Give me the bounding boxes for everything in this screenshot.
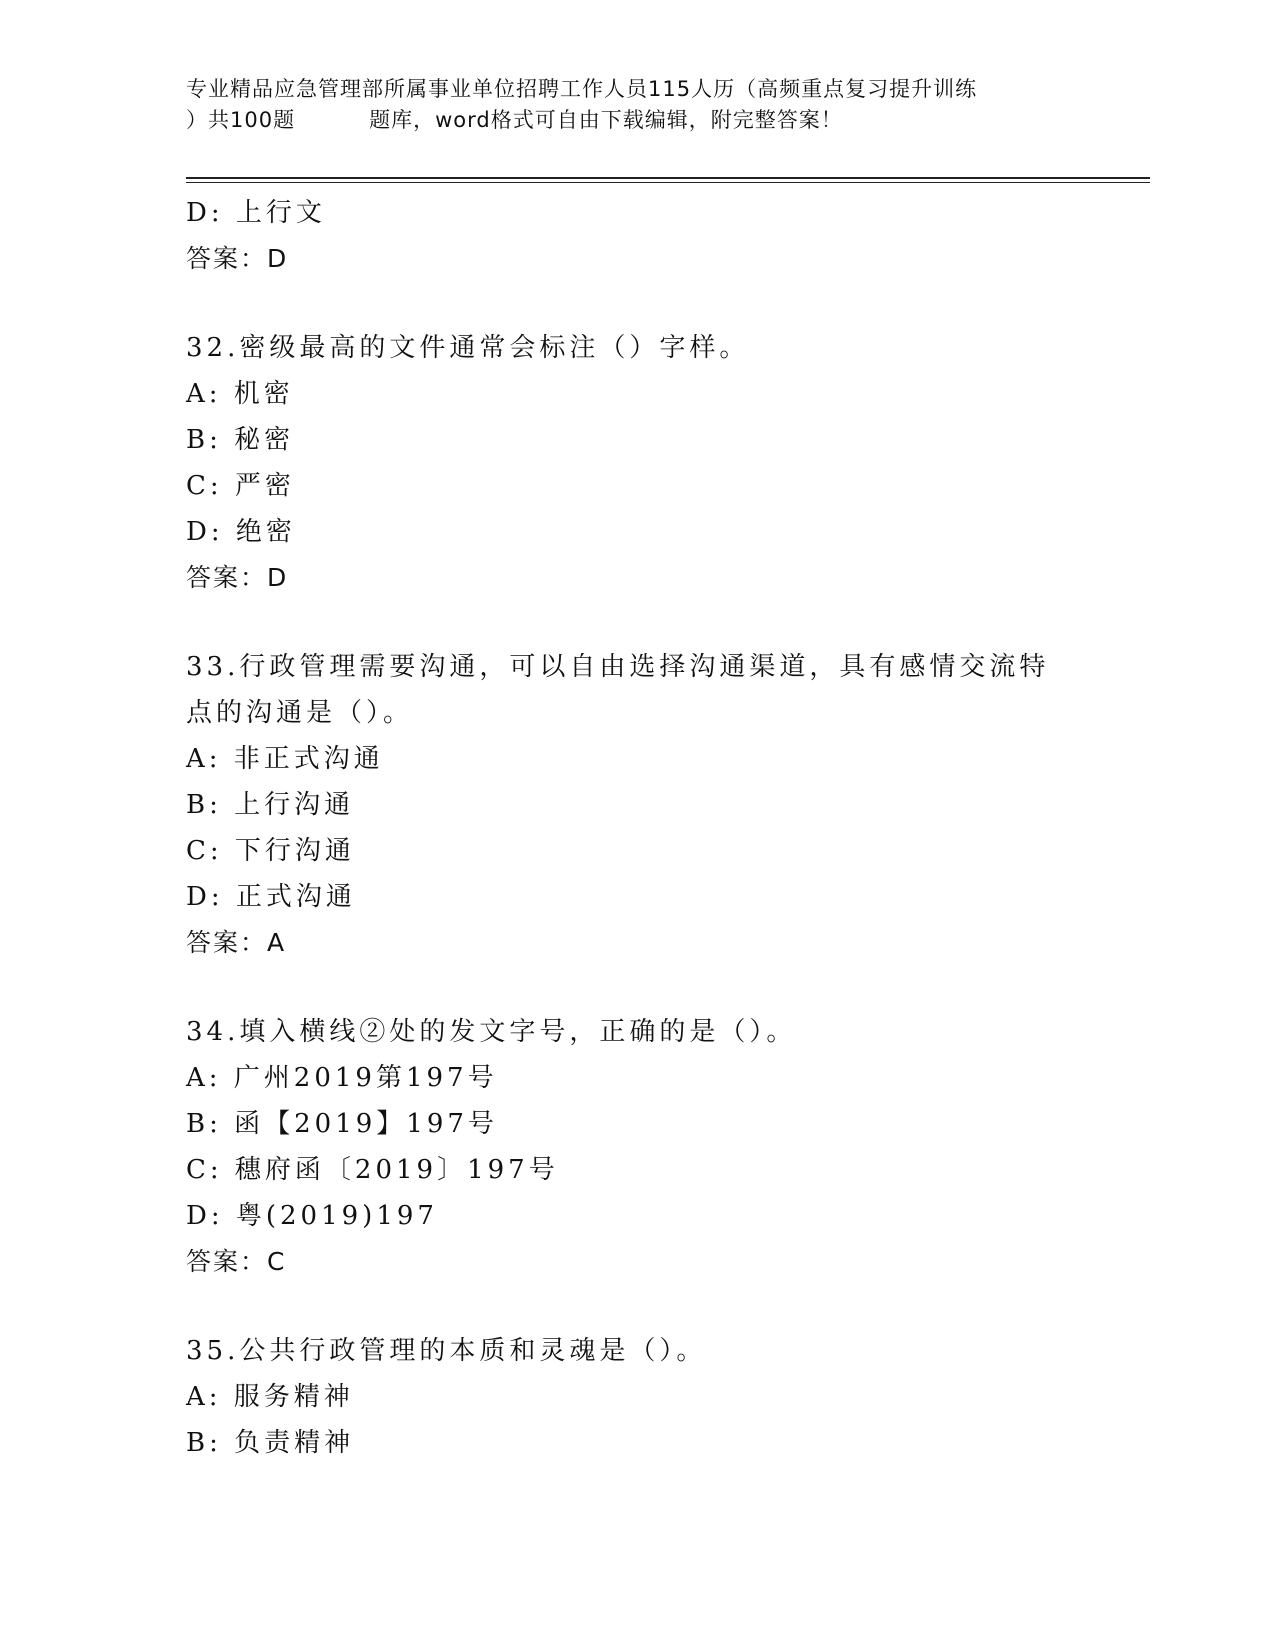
question-32 (186, 325, 1086, 601)
header-line-2 (186, 105, 1086, 136)
question-34 (186, 1009, 1086, 1285)
question-text: 33.行政管理需要沟通，可以自由选择沟通渠道，具有感情交流特点的沟通是（）。 (186, 652, 1050, 728)
header-line-2-left: ）共100题 (186, 108, 296, 132)
option-c: C: 严密 (186, 471, 295, 501)
carryover-block (186, 190, 1086, 282)
document-header (186, 74, 1086, 136)
option-a: A: 机密 (186, 379, 294, 409)
question-text: 35.公共行政管理的本质和灵魂是（）。 (186, 1336, 707, 1366)
option-c: C: 下行沟通 (186, 836, 355, 866)
option-b: B: 函【2019】197号 (186, 1109, 498, 1139)
question-33 (186, 644, 1086, 966)
option-b: B: 上行沟通 (186, 790, 355, 820)
option-d: D: 绝密 (186, 517, 296, 547)
question-text: 34.填入横线②处的发文字号，正确的是（）。 (186, 1017, 797, 1047)
option-a: A: 非正式沟通 (186, 744, 384, 774)
option-b: B: 秘密 (186, 425, 295, 455)
answer: 答案：A (186, 928, 287, 957)
option-a: A: 广州2019第197号 (186, 1063, 498, 1093)
header-line-2-right: 题库，word格式可自由下载编辑，附完整答案！ (369, 108, 843, 132)
option-b: B: 负责精神 (186, 1428, 355, 1458)
option-a: A: 服务精神 (186, 1382, 354, 1412)
question-35 (186, 1328, 1086, 1466)
question-text: 32.密级最高的文件通常会标注（）字样。 (186, 333, 750, 363)
header-divider-thin (186, 182, 1150, 183)
option-c: C: 穗府函〔2019〕197号 (186, 1155, 559, 1185)
header-line-1: 专业精品应急管理部所属事业单位招聘工作人员115人历（高频重点复习提升训练 (186, 77, 978, 101)
option-d: D: 正式沟通 (186, 882, 356, 912)
option-d: D: 上行文 (186, 198, 326, 228)
option-d: D: 粤(2019)197 (186, 1201, 438, 1231)
answer: 答案：D (186, 244, 289, 273)
header-divider-thick (186, 177, 1150, 179)
answer: 答案：C (186, 1247, 287, 1276)
document-body (186, 190, 1086, 1466)
answer: 答案：D (186, 563, 289, 592)
